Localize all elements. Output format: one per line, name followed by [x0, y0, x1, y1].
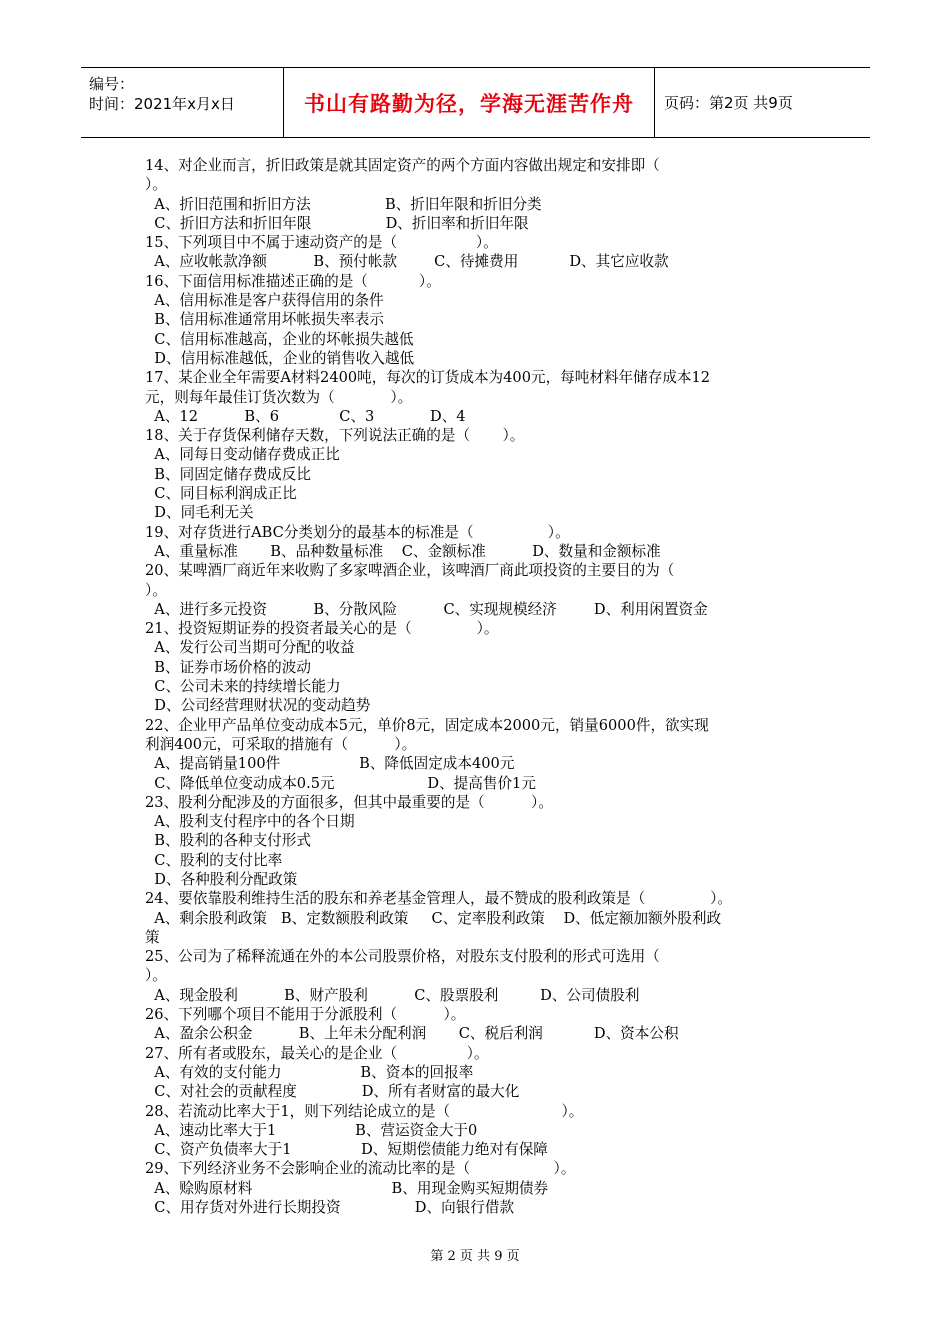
page-header: [81, 67, 870, 138]
question-line: B、股利的各种支付形式: [145, 832, 311, 850]
question-line: 24、要依靠股利维持生活的股东和养老基金管理人，最不赞成的股利政策是（ ）。: [145, 890, 732, 908]
question-line: B、证券市场价格的波动: [145, 658, 311, 676]
question-line: C、信用标准越高，企业的坏帐损失越低: [145, 330, 414, 348]
question-line: D、各种股利分配政策: [145, 870, 298, 888]
question-list: [145, 156, 810, 1217]
question-line: A、盈余公积金 B、上年未分配利润 C、税后利润 D、资本公积: [145, 1025, 679, 1043]
question-line: 14、对企业而言，折旧政策是就其固定资产的两个方面内容做出规定和安排即（: [145, 157, 660, 174]
question-line: 26、下列哪个项目不能用于分派股利（ ）。: [145, 1006, 466, 1024]
question-line: 27、所有者或股东，最关心的是企业（ ）。: [145, 1044, 489, 1062]
question-line: A、有效的支付能力 B、资本的回报率: [145, 1063, 474, 1081]
page-footer: 第 2 页 共 9 页: [430, 1249, 520, 1264]
question-line: C、用存货对外进行长期投资 D、向银行借款: [145, 1199, 515, 1217]
question-line: A、速动比率大于1 B、营运资金大于0: [145, 1121, 478, 1139]
document-date-label: 时间：2021年x月x日: [89, 95, 235, 113]
question-line: A、剩余股利政策 B、定数额股利政策 C、定率股利政策 D、低定额加额外股利政: [145, 909, 722, 927]
question-line: 20、某啤酒厂商近年来收购了多家啤酒企业，该啤酒厂商此项投资的主要目的为（: [145, 562, 675, 580]
header-page-number: 页码：第2页 共9页: [664, 94, 793, 112]
question-line: C、股利的支付比率: [145, 851, 283, 869]
question-line: 策: [145, 928, 160, 946]
question-line: 22、企业甲产品单位变动成本5元，单价8元，固定成本2000元，销量6000件，欲实现: [145, 716, 709, 734]
question-line: 18、关于存货保利储存天数，下列说法正确的是（ ）。: [145, 427, 525, 445]
question-line: 元，则每年最佳订货次数为（ ）。: [145, 388, 413, 406]
question-line: A、现金股利 B、财产股利 C、股票股利 D、公司债股利: [145, 986, 640, 1004]
question-line: A、信用标准是客户获得信用的条件: [145, 292, 384, 310]
question-line: C、资产负债率大于1 D、短期偿债能力绝对有保障: [145, 1141, 548, 1159]
question-line: ）。: [145, 176, 167, 194]
question-line: 利润400元，可采取的措施有（ ）。: [145, 735, 417, 753]
header-motto-cell: [284, 68, 655, 137]
question-line: A、提高销量100件 B、降低固定成本400元: [145, 755, 515, 773]
header-page-cell: [655, 68, 870, 137]
question-line: ）。: [145, 967, 167, 985]
question-line: A、同每日变动储存费成正比: [145, 446, 340, 464]
question-line: 16、下面信用标准描述正确的是（ ）。: [145, 272, 441, 290]
question-line: ）。: [145, 581, 167, 599]
header-motto: 书山有路勤为径，学海无涯苦作舟: [304, 91, 634, 116]
header-info-cell: [81, 68, 284, 137]
document-number-label: 编号：: [89, 75, 135, 93]
question-line: 28、若流动比率大于1，则下列结论成立的是（ ）。: [145, 1102, 584, 1120]
question-line: 29、下列经济业务不会影响企业的流动比率的是（ ）。: [145, 1160, 576, 1178]
question-line: B、同固定储存费成反比: [145, 465, 311, 483]
question-line: A、赊购原材料 B、用现金购买短期债券: [145, 1179, 549, 1197]
question-line: C、降低单位变动成本0.5元 D、提高售价1元: [145, 774, 536, 792]
question-line: A、重量标准 B、品种数量标准 C、金额标准 D、数量和金额标准: [145, 542, 661, 560]
question-line: C、对社会的贡献程度 D、所有者财富的最大化: [145, 1083, 520, 1101]
question-line: 19、对存货进行ABC分类划分的最基本的标准是（ ）。: [145, 523, 570, 541]
question-line: 15、下列项目中不属于速动资产的是（ ）。: [145, 234, 498, 252]
question-line: 23、股利分配涉及的方面很多，但其中最重要的是（ ）。: [145, 793, 553, 811]
question-line: C、折旧方法和折旧年限 D、折旧率和折旧年限: [145, 214, 529, 232]
question-line: 21、投资短期证券的投资者最关心的是（ ）。: [145, 620, 499, 638]
question-line: 17、某企业全年需要A材料2400吨，每次的订货成本为400元，每吨材料年储存成本12: [145, 369, 711, 387]
question-line: C、公司未来的持续增长能力: [145, 678, 341, 696]
question-line: D、信用标准越低，企业的销售收入越低: [145, 349, 415, 367]
question-line: A、12 B、6 C、3 D、4: [145, 407, 466, 425]
question-line: A、股利支付程序中的各个日期: [145, 813, 355, 831]
question-line: C、同目标利润成正比: [145, 485, 297, 503]
question-line: D、公司经营理财状况的变动趋势: [145, 697, 371, 715]
question-line: A、发行公司当期可分配的收益: [145, 639, 355, 657]
question-line: D、同毛利无关: [145, 504, 254, 522]
question-line: B、信用标准通常用坏帐损失率表示: [145, 311, 384, 329]
question-line: A、应收帐款净额 B、预付帐款 C、待摊费用 D、其它应收款: [145, 253, 669, 271]
question-line: A、折旧范围和折旧方法 B、折旧年限和折旧分类: [145, 195, 542, 213]
question-line: A、进行多元投资 B、分散风险 C、实现规模经济 D、利用闲置资金: [145, 600, 708, 618]
question-line: 25、公司为了稀释流通在外的本公司股票价格，对股东支付股利的形式可选用（: [145, 948, 660, 966]
